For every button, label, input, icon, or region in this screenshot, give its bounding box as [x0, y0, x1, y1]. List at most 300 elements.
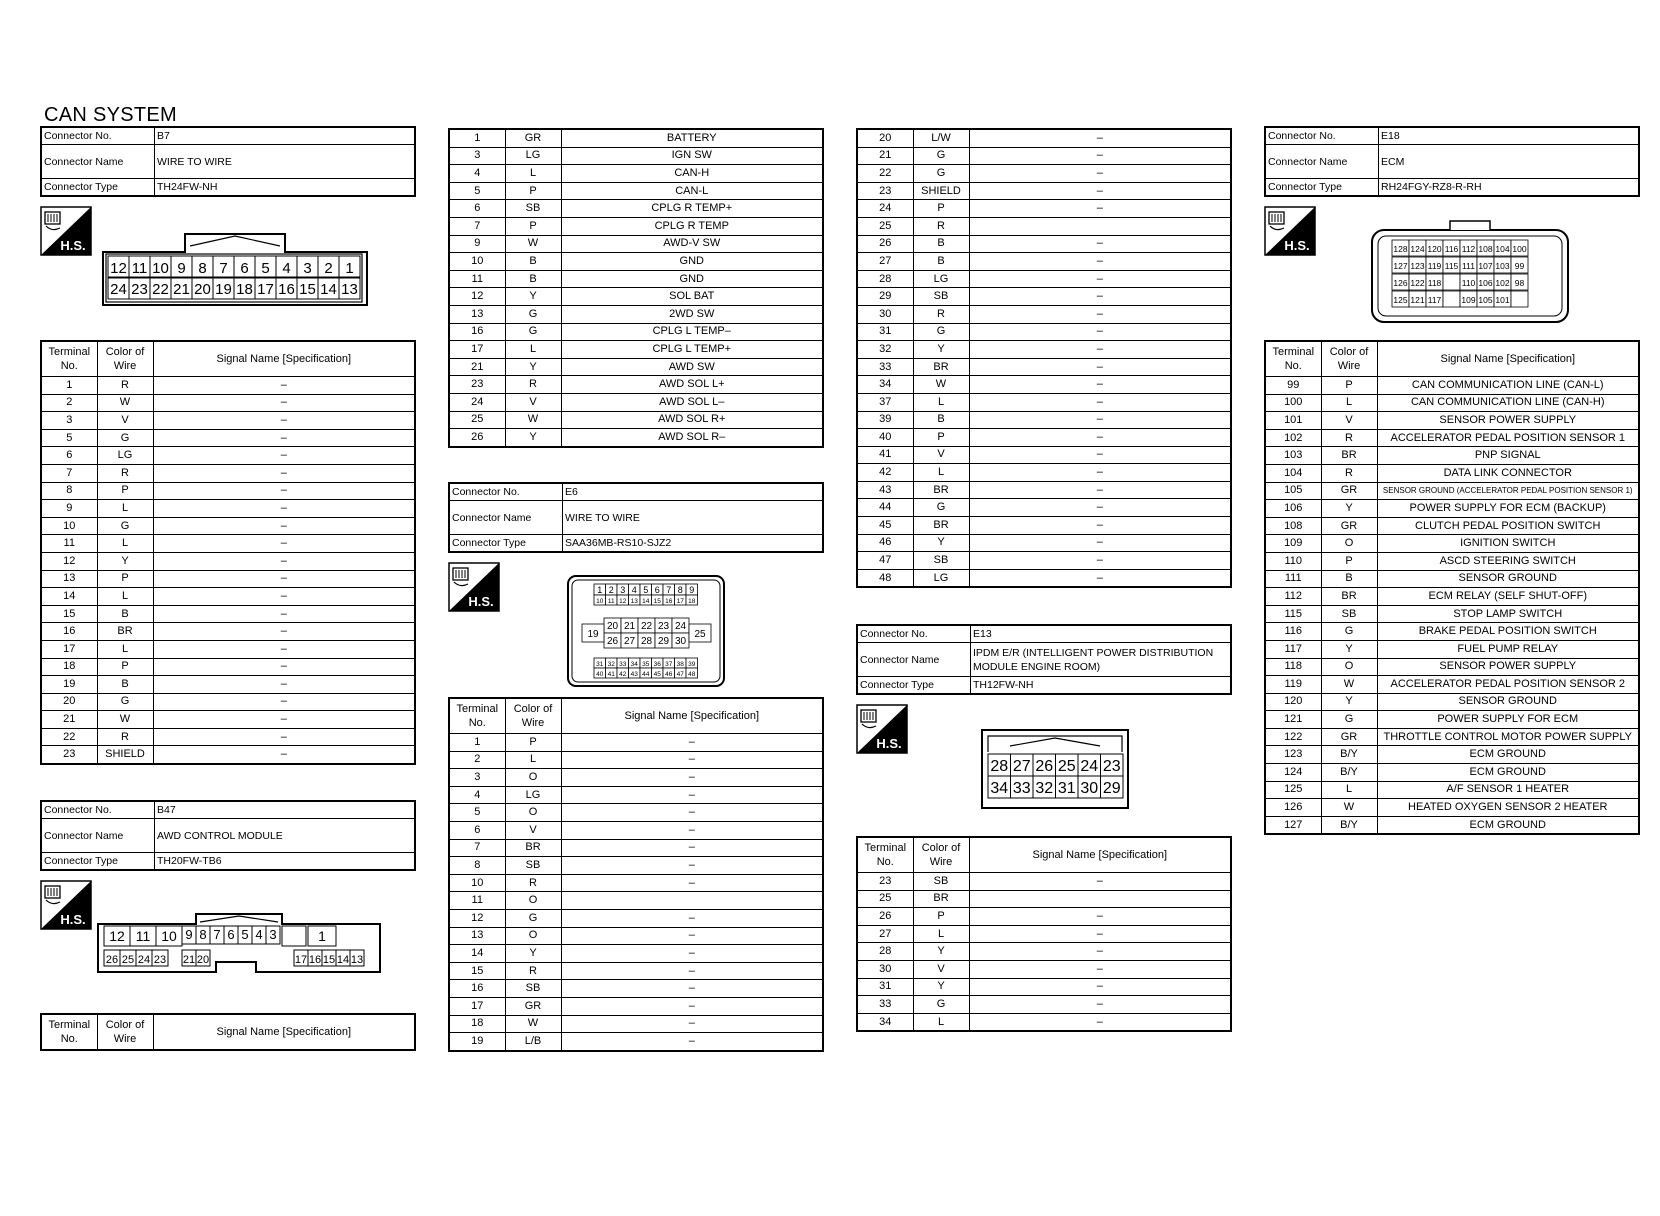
- pin-label: 29: [657, 636, 670, 647]
- pin-label: 99: [1514, 261, 1525, 271]
- table-row: [857, 341, 1231, 359]
- wire-color-cell: G: [97, 693, 153, 711]
- table-row: [1265, 658, 1639, 676]
- pin-label: 28: [990, 758, 1009, 775]
- signal-name-cell: SENSOR GROUND: [1377, 570, 1639, 588]
- pin-label: 48: [688, 671, 696, 678]
- pin-label: 7: [213, 927, 221, 942]
- signal-name-cell: –: [969, 393, 1231, 411]
- wire-color-cell: Y: [1321, 640, 1377, 658]
- wire-color-cell: Y: [913, 943, 969, 961]
- e18-pin-table: [1264, 340, 1640, 835]
- signal-name-cell: –: [969, 960, 1231, 978]
- wire-color-cell: L: [913, 1013, 969, 1031]
- connector-type-label: Connector Type: [41, 179, 155, 197]
- wire-color-cell: L: [97, 640, 153, 658]
- signal-name-cell: POWER SUPPLY FOR ECM: [1377, 711, 1639, 729]
- terminal-no-cell: 25: [857, 890, 913, 908]
- connector-name-label: Connector Name: [1265, 145, 1379, 179]
- signal-name-cell: –: [153, 711, 415, 729]
- pin-label: 25: [694, 629, 706, 640]
- pin-label: 29: [1102, 780, 1121, 797]
- pin-label: 111: [1462, 261, 1475, 271]
- signal-name-cell: SENSOR POWER SUPPLY: [1377, 412, 1639, 430]
- wire-color-cell: L: [1321, 394, 1377, 412]
- terminal-no-cell: 106: [1265, 500, 1321, 518]
- signal-name-cell: –: [561, 909, 823, 927]
- table-row: [857, 464, 1231, 482]
- e18-header-table: [1264, 126, 1640, 197]
- table-row: [857, 376, 1231, 394]
- hs-icon: [856, 704, 908, 754]
- table-row: [449, 182, 823, 200]
- table-row: [1265, 588, 1639, 606]
- signal-name-cell: ECM RELAY (SELF SHUT-OFF): [1377, 588, 1639, 606]
- table-row: [449, 751, 823, 769]
- wire-color-cell: O: [505, 892, 561, 910]
- wire-color-cell: R: [505, 962, 561, 980]
- signal-name-cell: –: [153, 605, 415, 623]
- signal-name-cell: –: [561, 997, 823, 1015]
- terminal-no-cell: 18: [41, 658, 97, 676]
- signal-name-cell: –: [969, 534, 1231, 552]
- wire-color-cell: BR: [505, 839, 561, 857]
- terminal-no-cell: 34: [857, 1013, 913, 1031]
- table-row: [449, 892, 823, 910]
- signal-name-cell: –: [969, 129, 1231, 147]
- wire-color-cell: BR: [913, 517, 969, 535]
- table-row: [449, 909, 823, 927]
- wire-color-cell: V: [97, 412, 153, 430]
- signal-name-header: Signal Name [Specification]: [969, 837, 1231, 873]
- wire-color-cell: P: [505, 217, 561, 235]
- pin-label: 117: [1427, 295, 1442, 305]
- pin-label: 124: [1410, 244, 1425, 254]
- table-row: [1265, 429, 1639, 447]
- terminal-no-cell: 6: [449, 200, 505, 218]
- terminal-no-cell: 19: [41, 676, 97, 694]
- wire-color-cell: R: [505, 376, 561, 394]
- signal-name-cell: –: [969, 341, 1231, 359]
- signal-name-cell: –: [969, 996, 1231, 1014]
- wire-color-cell: Y: [1321, 693, 1377, 711]
- pin-label: 33: [1012, 780, 1031, 797]
- table-row: [449, 235, 823, 253]
- signal-name-cell: –: [969, 499, 1231, 517]
- signal-name-cell: –: [969, 182, 1231, 200]
- pin-label: 30: [1080, 780, 1099, 797]
- table-row: [449, 997, 823, 1015]
- pin-label: 31: [596, 661, 604, 668]
- wire-color-cell: P: [1321, 552, 1377, 570]
- signal-name-cell: –: [969, 358, 1231, 376]
- terminal-no-cell: 10: [449, 874, 505, 892]
- wire-color-cell: SB: [913, 552, 969, 570]
- terminal-no-cell: 39: [857, 411, 913, 429]
- terminal-no-cell: 43: [857, 481, 913, 499]
- e6-connector-name: WIRE TO WIRE: [563, 501, 824, 535]
- table-row: [857, 890, 1231, 908]
- signal-name-cell: A/F SENSOR 1 HEATER: [1377, 781, 1639, 799]
- hs-label: H.S.: [60, 912, 86, 927]
- wire-color-cell: G: [913, 147, 969, 165]
- table-row: [857, 217, 1231, 235]
- pin-label: 116: [1444, 244, 1459, 254]
- terminal-no-cell: 10: [41, 517, 97, 535]
- signal-name-cell: –: [561, 857, 823, 875]
- wire-color-cell: BR: [913, 481, 969, 499]
- wire-color-cell: BR: [97, 623, 153, 641]
- signal-name-cell: AWD SOL L+: [561, 376, 823, 394]
- e13-connector-type: TH12FW-NH: [971, 677, 1232, 695]
- pin-label: 101: [1495, 295, 1510, 305]
- terminal-no-cell: 3: [449, 147, 505, 165]
- signal-name-cell: –: [561, 786, 823, 804]
- signal-name-cell: ACCELERATOR PEDAL POSITION SENSOR 2: [1377, 676, 1639, 694]
- signal-name-cell: GND: [561, 253, 823, 271]
- e18-connector-no: E18: [1379, 127, 1640, 145]
- signal-name-cell: –: [561, 821, 823, 839]
- pin-label: 122: [1410, 278, 1425, 288]
- table-row: [449, 288, 823, 306]
- signal-name-cell: –: [153, 728, 415, 746]
- hs-icon: [448, 562, 500, 612]
- signal-name-cell: STOP LAMP SWITCH: [1377, 605, 1639, 623]
- pin-label: 103: [1495, 261, 1510, 271]
- pin-label: 4: [282, 260, 291, 277]
- terminal-no-cell: 122: [1265, 728, 1321, 746]
- table-row: [857, 235, 1231, 253]
- pin-label: 125: [1393, 295, 1408, 305]
- terminal-no-cell: 46: [857, 534, 913, 552]
- terminal-no-cell: 30: [857, 960, 913, 978]
- wire-color-cell: W: [1321, 799, 1377, 817]
- table-row: [857, 908, 1231, 926]
- signal-name-cell: –: [969, 147, 1231, 165]
- table-row: [41, 570, 415, 588]
- wire-color-cell: W: [505, 1015, 561, 1033]
- terminal-no-header: Terminal No.: [857, 837, 913, 873]
- wire-color-cell: L: [97, 535, 153, 553]
- pin-label: 10: [161, 928, 177, 944]
- pin-label: 23: [1102, 758, 1121, 775]
- signal-name-cell: IGN SW: [561, 147, 823, 165]
- pin-label: 12: [619, 598, 627, 605]
- table-row: [857, 552, 1231, 570]
- pin-label: 16: [308, 954, 322, 966]
- table-row: [41, 658, 415, 676]
- pin-label: 1: [318, 928, 326, 944]
- pin-label: 109: [1461, 295, 1476, 305]
- table-row: [41, 429, 415, 447]
- terminal-no-cell: 23: [449, 376, 505, 394]
- wire-color-cell: B: [913, 253, 969, 271]
- hs-label: H.S.: [1284, 238, 1310, 253]
- signal-name-cell: 2WD SW: [561, 305, 823, 323]
- signal-name-cell: CLUTCH PEDAL POSITION SWITCH: [1377, 517, 1639, 535]
- signal-name-header: Signal Name [Specification]: [153, 1014, 415, 1050]
- signal-name-cell: –: [561, 1015, 823, 1033]
- wire-color-cell: L: [913, 393, 969, 411]
- signal-name-cell: –: [969, 253, 1231, 271]
- table-row: [449, 411, 823, 429]
- signal-name-cell: –: [969, 873, 1231, 891]
- terminal-no-cell: 27: [857, 253, 913, 271]
- signal-name-cell: –: [561, 927, 823, 945]
- pin-label: 102: [1495, 278, 1510, 288]
- table-row: [1265, 464, 1639, 482]
- table-row: [449, 927, 823, 945]
- signal-name-cell: –: [969, 235, 1231, 253]
- wire-color-cell: G: [913, 499, 969, 517]
- signal-name-cell: –: [969, 978, 1231, 996]
- wire-color-cell: GR: [1321, 728, 1377, 746]
- terminal-no-cell: 30: [857, 305, 913, 323]
- pin-label: 8: [199, 927, 207, 942]
- pin-label: 26: [1035, 758, 1054, 775]
- pin-label: 24: [137, 954, 151, 966]
- b7-connector-no: B7: [155, 127, 416, 145]
- signal-name-cell: –: [153, 746, 415, 764]
- b47-connector-type: TH20FW-TB6: [155, 853, 416, 871]
- pin-label: 8: [198, 260, 207, 277]
- pin-label: 6: [227, 927, 235, 942]
- pin-label: 14: [642, 598, 650, 605]
- table-row: [1265, 377, 1639, 395]
- signal-name-cell: –: [561, 980, 823, 998]
- signal-name-cell: –: [153, 693, 415, 711]
- table-row: [857, 569, 1231, 587]
- signal-name-cell: –: [153, 429, 415, 447]
- wire-color-cell: V: [505, 393, 561, 411]
- e13-connector-name: IPDM E/R (INTELLIGENT POWER DISTRIBUTION MODULE ENGINE ROOM): [971, 643, 1232, 677]
- terminal-no-cell: 8: [41, 482, 97, 500]
- wire-color-cell: Y: [505, 358, 561, 376]
- terminal-no-cell: 111: [1265, 570, 1321, 588]
- table-row: [449, 200, 823, 218]
- table-row: [857, 534, 1231, 552]
- table-row: [1265, 535, 1639, 553]
- signal-name-header: Signal Name [Specification]: [153, 341, 415, 377]
- terminal-no-cell: 40: [857, 429, 913, 447]
- signal-name-cell: –: [153, 412, 415, 430]
- table-row: [449, 734, 823, 752]
- wire-color-cell: GR: [505, 129, 561, 147]
- signal-name-cell: –: [969, 464, 1231, 482]
- wire-color-cell: L: [505, 751, 561, 769]
- table-row: [449, 165, 823, 183]
- pin-label: 24: [1080, 758, 1099, 775]
- wire-color-cell: GR: [1321, 482, 1377, 500]
- wire-color-cell: LG: [505, 147, 561, 165]
- pin-label: 27: [1012, 758, 1031, 775]
- signal-name-cell: –: [969, 165, 1231, 183]
- table-row: [41, 588, 415, 606]
- wire-color-cell: SB: [505, 980, 561, 998]
- table-row: [857, 517, 1231, 535]
- terminal-no-header: Terminal No.: [1265, 341, 1321, 377]
- signal-name-cell: ACCELERATOR PEDAL POSITION SENSOR 1: [1377, 429, 1639, 447]
- table-row: [857, 943, 1231, 961]
- wire-color-cell: L/B: [505, 1033, 561, 1051]
- terminal-no-cell: 13: [41, 570, 97, 588]
- pin-label: 1: [345, 260, 354, 277]
- wire-color-cell: BR: [913, 890, 969, 908]
- terminal-no-cell: 15: [41, 605, 97, 623]
- pin-label: 25: [1057, 758, 1076, 775]
- wire-color-cell: B/Y: [1321, 816, 1377, 834]
- pin-label: 47: [676, 671, 684, 678]
- table-row: [41, 500, 415, 518]
- table-row: [449, 323, 823, 341]
- table-row: [857, 446, 1231, 464]
- signal-name-cell: SENSOR GROUND (ACCELERATOR PEDAL POSITION SENSOR 1): [1377, 482, 1639, 500]
- table-row: [41, 412, 415, 430]
- terminal-no-cell: 5: [449, 804, 505, 822]
- terminal-no-cell: 6: [449, 821, 505, 839]
- signal-name-cell: AWD SOL R–: [561, 429, 823, 447]
- wire-color-cell: LG: [913, 270, 969, 288]
- table-row: [857, 978, 1231, 996]
- e6-connector-no: E6: [563, 483, 824, 501]
- b7-pin-table-wrap: [40, 340, 416, 765]
- table-row: [449, 839, 823, 857]
- signal-name-cell: AWD SW: [561, 358, 823, 376]
- signal-name-cell: –: [969, 925, 1231, 943]
- pin-label: 6: [240, 260, 249, 277]
- wire-color-cell: G: [913, 996, 969, 1014]
- pin-label: 11: [607, 598, 615, 605]
- pin-label: 127: [1393, 261, 1408, 271]
- terminal-no-cell: 13: [449, 927, 505, 945]
- wire-color-cell: W: [505, 235, 561, 253]
- e18-connector-diagram: [1370, 218, 1570, 326]
- wire-color-cell: Y: [913, 978, 969, 996]
- table-row: [857, 358, 1231, 376]
- pin-label: 17: [676, 598, 684, 605]
- table-row: [41, 377, 415, 395]
- terminal-no-cell: 12: [449, 909, 505, 927]
- table-row: [1265, 623, 1639, 641]
- color-of-wire-header: Color of Wire: [97, 1014, 153, 1050]
- terminal-no-cell: 15: [449, 962, 505, 980]
- terminal-no-cell: 108: [1265, 517, 1321, 535]
- wire-color-cell: V: [505, 821, 561, 839]
- signal-name-cell: –: [969, 908, 1231, 926]
- table-row: [449, 270, 823, 288]
- table-row: [41, 394, 415, 412]
- wire-color-cell: Y: [913, 534, 969, 552]
- terminal-no-cell: 112: [1265, 588, 1321, 606]
- wire-color-cell: G: [913, 323, 969, 341]
- terminal-no-cell: 105: [1265, 482, 1321, 500]
- e6-pin-table-cont-wrap: [856, 128, 1232, 588]
- terminal-no-cell: 17: [449, 997, 505, 1015]
- terminal-no-cell: 28: [857, 943, 913, 961]
- e13-header-table: [856, 624, 1232, 695]
- signal-name-cell: –: [153, 377, 415, 395]
- color-of-wire-header: Color of Wire: [1321, 341, 1377, 377]
- table-row: [41, 535, 415, 553]
- signal-name-cell: –: [969, 200, 1231, 218]
- terminal-no-cell: 24: [857, 200, 913, 218]
- pin-label: 13: [341, 281, 358, 298]
- pin-label: 35: [642, 661, 650, 668]
- pin-label: 13: [350, 954, 364, 966]
- table-row: [1265, 746, 1639, 764]
- pin-label: 37: [665, 661, 673, 668]
- terminal-no-cell: 117: [1265, 640, 1321, 658]
- table-row: [41, 482, 415, 500]
- signal-name-cell: CAN COMMUNICATION LINE (CAN-L): [1377, 377, 1639, 395]
- terminal-no-cell: 24: [449, 393, 505, 411]
- wire-color-cell: L: [913, 464, 969, 482]
- table-row: [1265, 640, 1639, 658]
- signal-name-cell: –: [153, 588, 415, 606]
- wire-color-cell: O: [505, 804, 561, 822]
- pin-label: 15: [653, 598, 661, 605]
- pin-label: 105: [1478, 295, 1493, 305]
- terminal-no-cell: 116: [1265, 623, 1321, 641]
- terminal-no-cell: 5: [41, 429, 97, 447]
- pin-label: 4: [255, 927, 263, 942]
- wire-color-cell: L: [913, 925, 969, 943]
- pin-label: 108: [1478, 244, 1493, 254]
- hs-label: H.S.: [468, 594, 494, 609]
- wire-color-cell: R: [97, 464, 153, 482]
- signal-name-cell: ECM GROUND: [1377, 816, 1639, 834]
- wire-color-cell: O: [1321, 658, 1377, 676]
- table-row: [449, 1015, 823, 1033]
- terminal-no-cell: 2: [449, 751, 505, 769]
- wire-color-cell: SHIELD: [97, 746, 153, 764]
- terminal-no-header: Terminal No.: [449, 698, 505, 734]
- connector-name-label: Connector Name: [857, 643, 971, 677]
- terminal-no-cell: 8: [449, 857, 505, 875]
- terminal-no-cell: 23: [41, 746, 97, 764]
- connector-no-label: Connector No.: [857, 625, 971, 643]
- pin-label: 8: [677, 585, 683, 595]
- signal-name-cell: HEATED OXYGEN SENSOR 2 HEATER: [1377, 799, 1639, 817]
- terminal-no-cell: 124: [1265, 764, 1321, 782]
- pin-label: 106: [1478, 278, 1493, 288]
- table-row: [857, 996, 1231, 1014]
- signal-name-cell: –: [561, 734, 823, 752]
- hs-label: H.S.: [60, 238, 86, 253]
- table-row: [1265, 799, 1639, 817]
- signal-name-cell: GND: [561, 270, 823, 288]
- hs-icon: [40, 206, 92, 256]
- pin-label: 9: [177, 260, 186, 277]
- pin-label: 20: [196, 954, 210, 966]
- terminal-no-cell: 21: [449, 358, 505, 376]
- table-row: [857, 270, 1231, 288]
- signal-name-cell: –: [153, 447, 415, 465]
- terminal-no-cell: 17: [41, 640, 97, 658]
- signal-name-cell: CAN COMMUNICATION LINE (CAN-H): [1377, 394, 1639, 412]
- table-row: [857, 182, 1231, 200]
- table-row: [41, 464, 415, 482]
- pin-label: 9: [689, 585, 695, 595]
- signal-name-cell: AWD SOL R+: [561, 411, 823, 429]
- terminal-no-cell: 127: [1265, 816, 1321, 834]
- wire-color-cell: P: [505, 734, 561, 752]
- table-row: [41, 711, 415, 729]
- terminal-no-cell: 120: [1265, 693, 1321, 711]
- terminal-no-cell: 123: [1265, 746, 1321, 764]
- pin-label: 18: [688, 598, 696, 605]
- wire-color-cell: B: [913, 411, 969, 429]
